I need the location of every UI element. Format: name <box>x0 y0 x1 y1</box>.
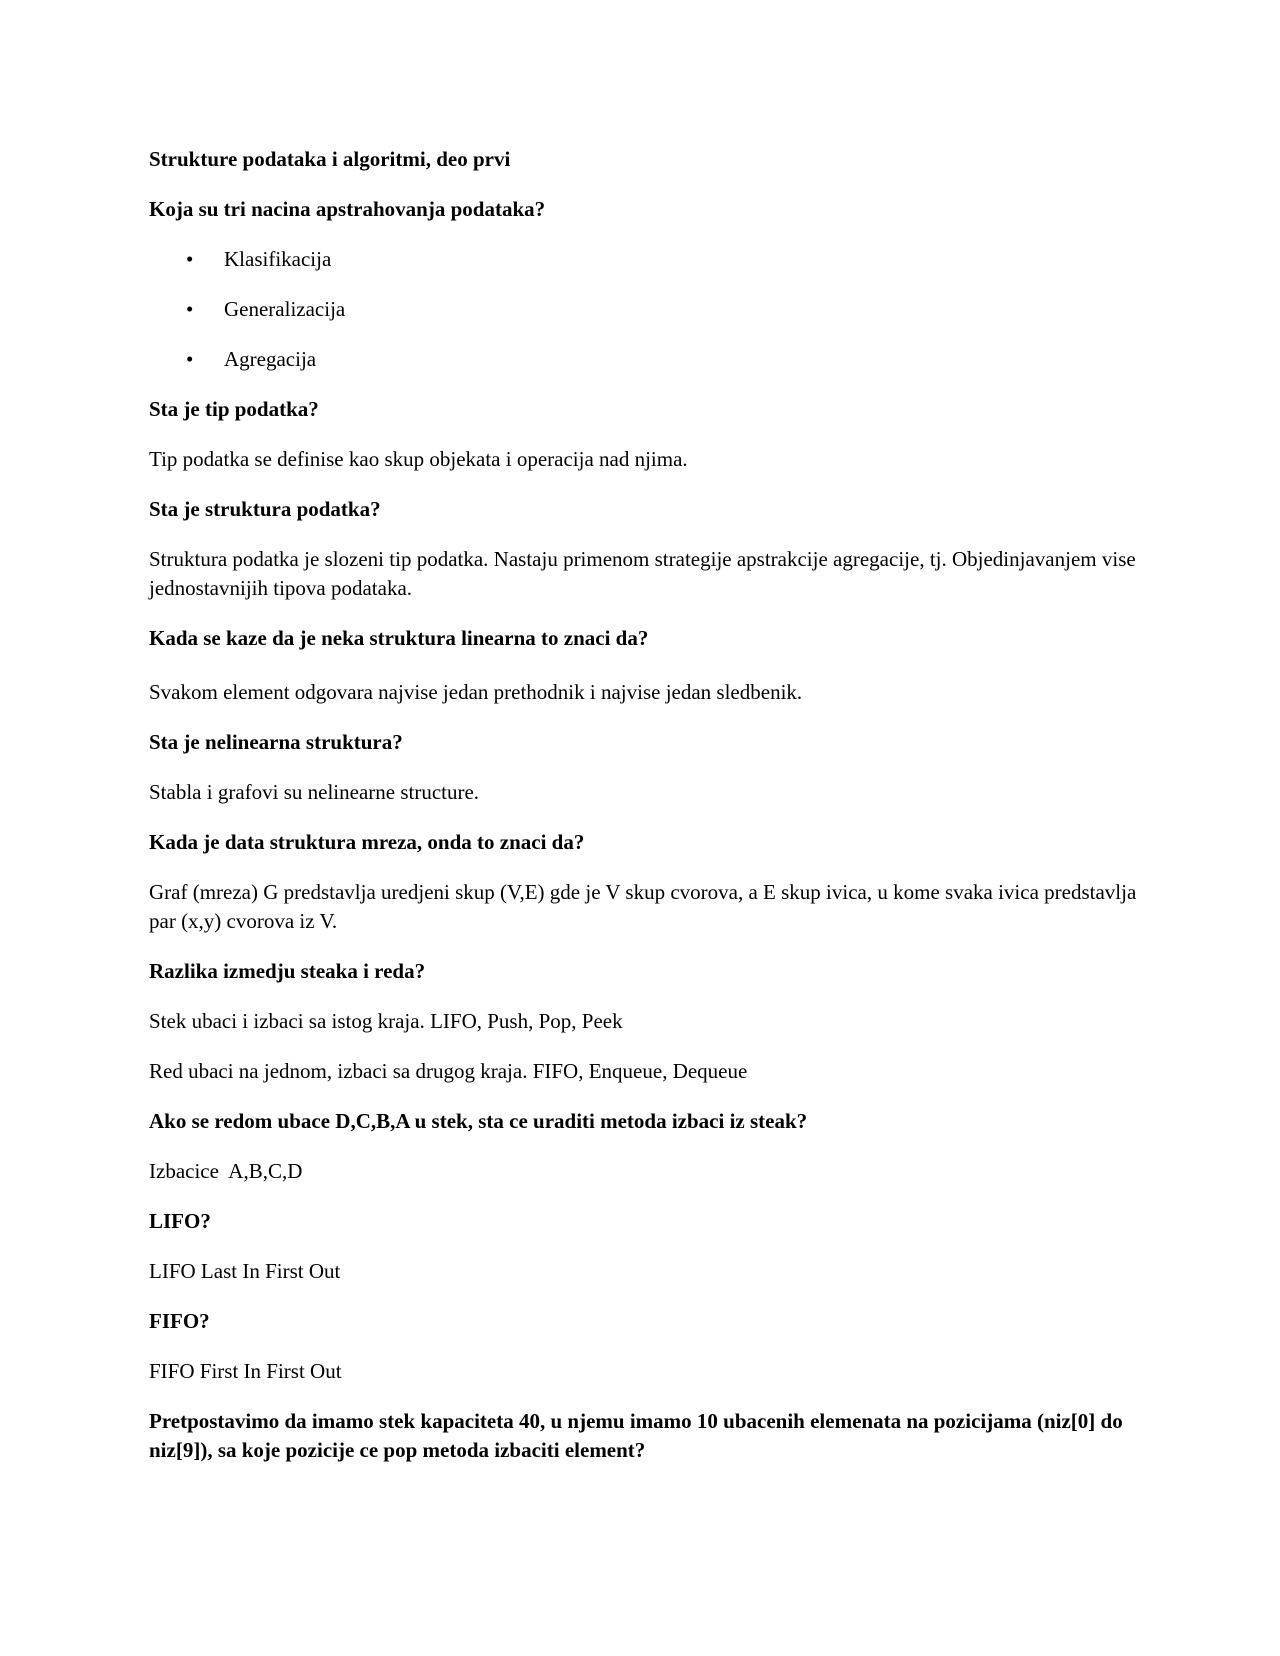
document-title: Strukture podataka i algoritmi, deo prvi <box>149 147 511 171</box>
question-11: Pretpostavimo da imamo stek kapaciteta 40, u njemu imamo 10 ubacenih elemenata na pozicijama (niz[0] do niz[9]), sa koje pozicije ce pop metoda izbaciti element? <box>149 1409 1123 1462</box>
question-3: Sta je struktura podatka? <box>149 497 381 521</box>
question-4: Kada se kaze da je neka struktura linearna to znaci da? <box>149 626 649 650</box>
bullet-icon: • <box>186 347 194 371</box>
question-5: Sta je nelinearna struktura? <box>149 730 403 754</box>
answer-6: Graf (mreza) G predstavlja uredjeni skup (V,E) gde je V skup cvorova, a E skup ivica, u kome svaka ivica predstavlja par (x,y) cvorova iz V. <box>149 880 1137 933</box>
question-6: Kada je data struktura mreza, onda to znaci da? <box>149 830 585 854</box>
question-9: LIFO? <box>149 1209 211 1233</box>
abstraction-list <box>149 245 1139 374</box>
question-10: FIFO? <box>149 1309 210 1333</box>
answer-4: Svakom element odgovara najvise jedan prethodnik i najvise jedan sledbenik. <box>149 680 803 704</box>
answer-5: Stabla i grafovi su nelinearne structure. <box>149 780 480 804</box>
answer-10: FIFO First In First Out <box>149 1359 342 1383</box>
list-item <box>149 245 1139 274</box>
answer-7-stack: Stek ubaci i izbaci sa istog kraja. LIFO, Push, Pop, Peek <box>149 1009 623 1033</box>
question-7: Razlika izmedju steaka i reda? <box>149 959 426 983</box>
list-item-label: Agregacija <box>224 347 317 371</box>
question-8: Ako se redom ubace D,C,B,A u stek, sta ce uraditi metoda izbaci iz steak? <box>149 1109 808 1133</box>
question-1: Koja su tri nacina apstrahovanja podataka? <box>149 197 546 221</box>
answer-8: Izbacice A,B,C,D <box>149 1159 303 1183</box>
list-item-label: Klasifikacija <box>224 247 332 271</box>
bullet-icon: • <box>186 297 194 321</box>
answer-9: LIFO Last In First Out <box>149 1259 341 1283</box>
question-2: Sta je tip podatka? <box>149 397 319 421</box>
document-page <box>149 145 1139 1486</box>
answer-3: Struktura podatka je slozeni tip podatka. Nastaju primenom strategije apstrakcije agregacije, tj. Objedinjavanjem vise jednostavnijih tipova podataka. <box>149 547 1136 600</box>
answer-7-queue: Red ubaci na jednom, izbaci sa drugog kraja. FIFO, Enqueue, Dequeue <box>149 1059 748 1083</box>
list-item <box>149 345 1139 374</box>
list-item-label: Generalizacija <box>224 297 346 321</box>
answer-2: Tip podatka se definise kao skup objekata i operacija nad njima. <box>149 447 688 471</box>
list-item <box>149 295 1139 324</box>
bullet-icon: • <box>186 247 194 271</box>
